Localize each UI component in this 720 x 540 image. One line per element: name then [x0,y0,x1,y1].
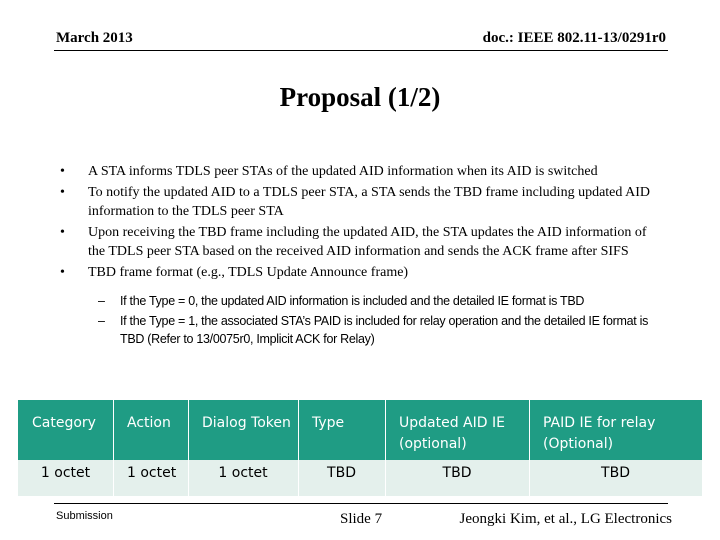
bullet-dot-icon: • [60,185,65,200]
bullet-text: A STA informs TDLS peer STAs of the updated AID information when its AID is switched [88,164,598,179]
bullet-text: To notify the updated AID to a TDLS peer STA, a STA sends the TBD frame including updated AID information to the TDLS peer STA [88,185,650,219]
header-rule [54,50,668,51]
footer-rule [54,503,668,504]
value-cell-dialog-token: 1 octet [218,465,268,481]
sub-bullet-text: If the Type = 1, the associated STA’s PAID is included for relay operation and the detailed IE format is TBD (Refer to 13/0075r0, Implicit ACK for Relay) [120,314,649,346]
bullet-item [60,263,660,282]
header-cell-type: Type [312,415,345,431]
bullet-dot-icon: • [60,164,65,179]
column-separator [529,400,530,496]
footer-submission: Submission [56,510,113,522]
value-cell-type: TBD [327,465,356,481]
dash-icon: – [98,314,105,328]
header-doc-id: doc.: IEEE 802.11-13/0291r0 [482,30,666,46]
value-cell-action: 1 octet [127,465,177,481]
header-date: March 2013 [56,30,133,46]
header-cell-category: Category [32,415,96,431]
value-cell-category: 1 octet [40,465,91,481]
bullet-text: TBD frame format (e.g., TDLS Update Announce frame) [88,265,409,280]
frame-format-table [18,400,702,496]
footer-author: Jeongki Kim, et al., LG Electronics [459,511,672,527]
column-separator [298,400,299,496]
sub-bullet-item [60,292,660,310]
header-cell-updated-aid-ie: Updated AID IE (optional) [399,415,505,452]
table-header-row [18,400,702,460]
sub-bullet-list [60,284,660,348]
bullet-item [60,183,660,221]
bullet-text: Upon receiving the TBD frame including the updated AID, the STA updates the AID information of the TDLS peer STA based on the received AID information and sends the ACK frame after SIFS [88,225,647,259]
footer-slide-number: Slide 7 [340,511,383,527]
column-separator [113,400,114,496]
table-value-row [18,460,702,496]
value-cell-paid-ie: TBD [601,465,630,481]
slide-title: Proposal (1/2) [279,82,441,112]
bullet-dot-icon: • [60,225,65,240]
bullet-list [60,162,660,348]
header-cell-action: Action [127,415,171,431]
bullet-dot-icon: • [60,265,65,280]
value-cell-updated-aid-ie: TBD [442,465,472,481]
column-separator [188,400,189,496]
column-separator [385,400,386,496]
sub-bullet-text: If the Type = 0, the updated AID information is included and the detailed IE format is TBD [120,294,585,308]
header-cell-dialog-token: Dialog Token [202,415,291,431]
header-cell-paid-ie: PAID IE for relay (Optional) [543,415,656,452]
bullet-item [60,223,660,261]
bullet-item [60,162,660,181]
sub-bullet-item [60,312,660,348]
dash-icon: – [98,294,105,308]
